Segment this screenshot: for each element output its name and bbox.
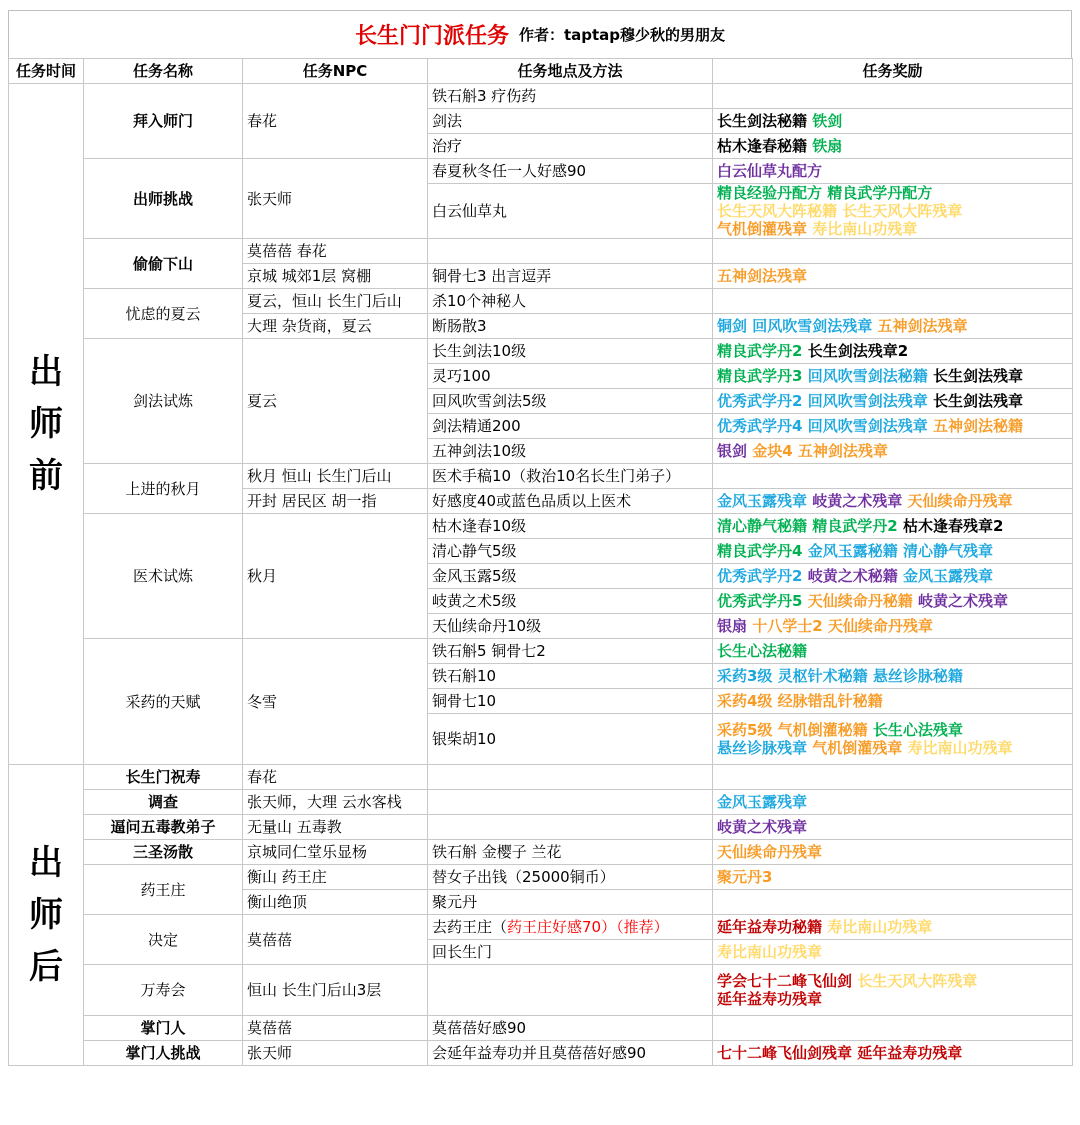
task-method: 铜骨七10 — [428, 689, 713, 714]
reward-item: 清心静气残章 — [902, 542, 993, 560]
reward-item: 优秀武学丹2 — [717, 392, 803, 410]
reward-item: 长生剑法残章2 — [807, 342, 909, 360]
table-row — [9, 765, 1073, 790]
task-name: 出师挑战 — [84, 159, 243, 239]
reward-item: 天仙续命丹残章 — [827, 617, 933, 635]
reward-line — [717, 202, 1068, 220]
header-npc: 任务NPC — [243, 59, 428, 84]
reward-item: 岐黄之术残章 — [812, 492, 903, 510]
reward-item: 经脉错乱针秘籍 — [777, 692, 883, 710]
task-method: 医术手稿10（救治10名长生门弟子） — [428, 464, 713, 489]
task-reward — [713, 109, 1073, 134]
task-reward — [713, 339, 1073, 364]
task-name: 拜入师门 — [84, 84, 243, 159]
reward-item: 悬丝诊脉残章 — [717, 739, 808, 757]
reward-line — [717, 267, 1068, 285]
task-reward — [713, 790, 1073, 815]
reward-item: 铁剑 — [812, 112, 843, 130]
table-row — [9, 639, 1073, 664]
task-npc: 衡山绝顶 — [243, 890, 428, 915]
task-method: 聚元丹 — [428, 890, 713, 915]
reward-item: 延年益寿功残章 — [857, 1044, 963, 1062]
task-npc: 夏云 — [243, 339, 428, 464]
task-method: 银柴胡10 — [428, 714, 713, 765]
reward-item: 优秀武学丹2 — [717, 567, 803, 585]
task-method: 剑法 — [428, 109, 713, 134]
title-row — [8, 10, 1072, 58]
task-reward — [713, 464, 1073, 489]
table-row — [9, 289, 1073, 314]
reward-item: 采药3级 — [717, 667, 773, 685]
reward-line — [717, 392, 1068, 410]
task-method — [428, 765, 713, 790]
header-time: 任务时间 — [9, 59, 84, 84]
task-reward — [713, 264, 1073, 289]
reward-item: 金块4 — [752, 442, 793, 460]
task-reward — [713, 1016, 1073, 1041]
reward-line — [717, 721, 1068, 739]
method-part: 药王庄好感70）（推荐） — [507, 918, 669, 936]
task-reward — [713, 514, 1073, 539]
task-method: 回风吹雪剑法5级 — [428, 389, 713, 414]
sheet-title: 长生门门派任务 — [354, 24, 509, 49]
reward-item: 七十二峰飞仙剑残章 — [717, 1044, 853, 1062]
reward-line — [717, 112, 1068, 130]
reward-item: 金风玉露残章 — [902, 567, 993, 585]
reward-item: 回风吹雪剑法秘籍 — [807, 367, 928, 385]
reward-item: 回风吹雪剑法残章 — [752, 317, 873, 335]
task-method: 替女子出钱（25000铜币） — [428, 865, 713, 890]
task-method — [428, 915, 713, 940]
reward-item: 清心静气秘籍 — [717, 517, 808, 535]
task-npc: 春花 — [243, 84, 428, 159]
task-method: 杀10个神秘人 — [428, 289, 713, 314]
reward-item: 采药4级 — [717, 692, 773, 710]
task-reward — [713, 539, 1073, 564]
task-npc: 衡山 药王庄 — [243, 865, 428, 890]
reward-line — [717, 342, 1068, 360]
reward-item: 延年益寿功残章 — [717, 990, 823, 1008]
table-row — [9, 790, 1073, 815]
task-method: 会延年益寿功并且莫蓓蓓好感90 — [428, 1041, 713, 1066]
period-cell: 出 师 后 — [9, 765, 84, 1066]
task-method: 五神剑法10级 — [428, 439, 713, 464]
task-method: 铁石斛5 铜骨七2 — [428, 639, 713, 664]
reward-item: 长生剑法秘籍 — [717, 112, 808, 130]
task-method: 莫蓓蓓好感90 — [428, 1016, 713, 1041]
reward-line — [717, 517, 1068, 535]
task-npc: 春花 — [243, 765, 428, 790]
task-reward — [713, 239, 1073, 264]
reward-item: 寿比南山功残章 — [717, 943, 823, 961]
reward-line — [717, 317, 1068, 335]
reward-line — [717, 442, 1068, 460]
reward-line — [717, 592, 1068, 610]
reward-item: 天仙续命丹残章 — [907, 492, 1013, 510]
task-reward — [713, 184, 1073, 239]
reward-item: 金风玉露秘籍 — [807, 542, 898, 560]
reward-line — [717, 692, 1068, 710]
table-row — [9, 865, 1073, 890]
task-reward — [713, 84, 1073, 109]
reward-item: 金风玉露残章 — [717, 492, 808, 510]
task-reward — [713, 364, 1073, 389]
task-method: 白云仙草丸 — [428, 184, 713, 239]
reward-item: 金风玉露残章 — [717, 793, 808, 811]
reward-item: 回风吹雪剑法残章 — [807, 392, 928, 410]
task-name: 剑法试炼 — [84, 339, 243, 464]
reward-item: 天仙续命丹残章 — [717, 843, 823, 861]
task-name: 长生门祝寿 — [84, 765, 243, 790]
task-reward — [713, 965, 1073, 1016]
reward-item: 五神剑法残章 — [877, 317, 968, 335]
task-method: 枯木逢春10级 — [428, 514, 713, 539]
header-method: 任务地点及方法 — [428, 59, 713, 84]
reward-item: 气机倒灌残章 — [812, 739, 903, 757]
table-row — [9, 84, 1073, 109]
task-name: 调查 — [84, 790, 243, 815]
reward-item: 灵枢针术秘籍 — [777, 667, 868, 685]
task-method: 铁石斛 金樱子 兰花 — [428, 840, 713, 865]
method-part: 去药王庄（ — [432, 918, 508, 936]
reward-item: 采药5级 — [717, 721, 773, 739]
reward-line — [717, 943, 1068, 961]
table-row — [9, 339, 1073, 364]
reward-line — [717, 567, 1068, 585]
reward-item: 银剑 — [717, 442, 748, 460]
task-method: 断肠散3 — [428, 314, 713, 339]
task-name: 逼问五毒教弟子 — [84, 815, 243, 840]
task-method: 长生剑法10级 — [428, 339, 713, 364]
table-row — [9, 840, 1073, 865]
table-row — [9, 159, 1073, 184]
reward-item: 回风吹雪剑法残章 — [807, 417, 928, 435]
task-npc: 张天师 — [243, 159, 428, 239]
task-name: 上进的秋月 — [84, 464, 243, 514]
reward-line — [717, 818, 1068, 836]
task-reward — [713, 134, 1073, 159]
reward-item: 长生天风大阵秘籍 — [717, 202, 838, 220]
task-name: 采药的天赋 — [84, 639, 243, 765]
task-name: 三圣汤散 — [84, 840, 243, 865]
reward-item: 聚元丹3 — [717, 868, 773, 886]
reward-line — [717, 417, 1068, 435]
reward-item: 寿比南山功残章 — [812, 220, 918, 238]
reward-item: 长生剑法残章 — [932, 392, 1023, 410]
task-reward — [713, 815, 1073, 840]
reward-item: 岐黄之术残章 — [717, 818, 808, 836]
task-rows — [9, 84, 1073, 1066]
reward-line — [717, 972, 1068, 990]
task-reward — [713, 765, 1073, 790]
task-method: 清心静气5级 — [428, 539, 713, 564]
task-reward — [713, 289, 1073, 314]
table-row — [9, 965, 1073, 1016]
task-method: 春夏秋冬任一人好感90 — [428, 159, 713, 184]
header-name: 任务名称 — [84, 59, 243, 84]
task-reward — [713, 714, 1073, 765]
reward-item: 优秀武学丹5 — [717, 592, 803, 610]
task-reward — [713, 689, 1073, 714]
reward-line — [717, 739, 1068, 757]
task-method — [428, 790, 713, 815]
reward-item: 精良武学丹4 — [717, 542, 803, 560]
reward-line — [717, 793, 1068, 811]
task-method: 好感度40或蓝色品质以上医术 — [428, 489, 713, 514]
task-npc: 大理 杂货商，夏云 — [243, 314, 428, 339]
task-npc: 秋月 — [243, 514, 428, 639]
task-name: 掌门人挑战 — [84, 1041, 243, 1066]
task-sheet — [8, 10, 1072, 1066]
reward-line — [717, 918, 1068, 936]
reward-line — [717, 1044, 1068, 1062]
task-npc: 无量山 五毒教 — [243, 815, 428, 840]
task-method: 铁石斛3 疗伤药 — [428, 84, 713, 109]
task-reward — [713, 489, 1073, 514]
task-method — [428, 815, 713, 840]
reward-line — [717, 367, 1068, 385]
task-reward — [713, 915, 1073, 940]
task-reward — [713, 414, 1073, 439]
task-reward — [713, 389, 1073, 414]
task-reward — [713, 639, 1073, 664]
task-method: 灵巧100 — [428, 364, 713, 389]
task-method: 金风玉露5级 — [428, 564, 713, 589]
task-npc: 冬雪 — [243, 639, 428, 765]
reward-item: 精良经验丹配方 — [717, 184, 823, 202]
reward-item: 银扇 — [717, 617, 748, 635]
table-row — [9, 1016, 1073, 1041]
task-reward — [713, 589, 1073, 614]
reward-item: 十八学士2 — [752, 617, 823, 635]
reward-item: 气机倒灌残章 — [717, 220, 808, 238]
reward-item: 精良武学丹2 — [717, 342, 803, 360]
task-name: 掌门人 — [84, 1016, 243, 1041]
table-row — [9, 514, 1073, 539]
reward-item: 精良武学丹配方 — [827, 184, 933, 202]
reward-item: 长生心法秘籍 — [717, 642, 808, 660]
header-row — [9, 59, 1073, 84]
task-reward — [713, 940, 1073, 965]
reward-item: 五神剑法秘籍 — [932, 417, 1023, 435]
reward-item: 寿比南山功残章 — [827, 918, 933, 936]
reward-line — [717, 542, 1068, 560]
reward-item: 铁扇 — [812, 137, 843, 155]
reward-item: 延年益寿功秘籍 — [717, 918, 823, 936]
task-name: 忧虑的夏云 — [84, 289, 243, 339]
task-reward — [713, 664, 1073, 689]
task-method: 铁石斛10 — [428, 664, 713, 689]
reward-line — [717, 220, 1068, 238]
reward-line — [717, 868, 1068, 886]
task-npc: 张天师，大理 云水客栈 — [243, 790, 428, 815]
task-name: 药王庄 — [84, 865, 243, 915]
task-reward — [713, 614, 1073, 639]
table-row — [9, 815, 1073, 840]
reward-item: 寿比南山功残章 — [907, 739, 1013, 757]
reward-item: 五神剑法残章 — [717, 267, 808, 285]
task-method: 治疗 — [428, 134, 713, 159]
task-npc: 秋月 恒山 长生门后山 — [243, 464, 428, 489]
reward-line — [717, 617, 1068, 635]
task-npc: 莫蓓蓓 — [243, 1016, 428, 1041]
reward-item: 学会七十二峰飞仙剑 — [717, 972, 853, 990]
reward-line — [717, 667, 1068, 685]
task-reward — [713, 564, 1073, 589]
reward-item: 白云仙草丸配方 — [717, 162, 823, 180]
task-name: 偷偷下山 — [84, 239, 243, 289]
sheet-author: 作者：taptap穆少秋的男朋友 — [518, 26, 726, 44]
task-name: 万寿会 — [84, 965, 243, 1016]
task-method — [428, 239, 713, 264]
task-method — [428, 965, 713, 1016]
reward-line — [717, 184, 1068, 202]
reward-item: 天仙续命丹秘籍 — [807, 592, 913, 610]
task-npc: 京城同仁堂乐显杨 — [243, 840, 428, 865]
reward-item: 优秀武学丹4 — [717, 417, 803, 435]
task-method: 天仙续命丹10级 — [428, 614, 713, 639]
reward-item: 枯木逢春残章2 — [902, 517, 1004, 535]
reward-item: 岐黄之术残章 — [917, 592, 1008, 610]
task-npc: 张天师 — [243, 1041, 428, 1066]
task-table — [8, 58, 1073, 1066]
reward-line — [717, 492, 1068, 510]
task-reward — [713, 890, 1073, 915]
header-reward: 任务奖励 — [713, 59, 1073, 84]
task-npc: 京城 城郊1层 窝棚 — [243, 264, 428, 289]
task-method: 回长生门 — [428, 940, 713, 965]
reward-item: 长生天风大阵残章 — [842, 202, 963, 220]
reward-line — [717, 990, 1068, 1008]
task-npc: 莫蓓蓓 春花 — [243, 239, 428, 264]
reward-line — [717, 162, 1068, 180]
period-cell: 出 师 前 — [9, 84, 84, 765]
task-reward — [713, 840, 1073, 865]
reward-item: 长生心法残章 — [872, 721, 963, 739]
task-reward — [713, 314, 1073, 339]
reward-item: 长生天风大阵残章 — [857, 972, 978, 990]
task-npc: 莫蓓蓓 — [243, 915, 428, 965]
table-row — [9, 915, 1073, 940]
table-row — [9, 1041, 1073, 1066]
task-reward — [713, 159, 1073, 184]
reward-item: 枯木逢春秘籍 — [717, 137, 808, 155]
reward-item: 长生剑法残章 — [932, 367, 1023, 385]
task-name: 决定 — [84, 915, 243, 965]
reward-line — [717, 642, 1068, 660]
reward-item: 五神剑法残章 — [797, 442, 888, 460]
task-method: 剑法精通200 — [428, 414, 713, 439]
task-reward — [713, 1041, 1073, 1066]
reward-line — [717, 843, 1068, 861]
task-npc: 恒山 长生门后山3层 — [243, 965, 428, 1016]
task-method: 铜骨七3 出言逗弄 — [428, 264, 713, 289]
reward-item: 精良武学丹2 — [812, 517, 898, 535]
reward-item: 岐黄之术秘籍 — [807, 567, 898, 585]
reward-item: 气机倒灌秘籍 — [777, 721, 868, 739]
task-method: 岐黄之术5级 — [428, 589, 713, 614]
task-reward — [713, 865, 1073, 890]
task-reward — [713, 439, 1073, 464]
reward-item: 精良武学丹3 — [717, 367, 803, 385]
reward-item: 铜剑 — [717, 317, 748, 335]
task-npc: 夏云，恒山 长生门后山 — [243, 289, 428, 314]
table-row — [9, 239, 1073, 264]
task-name: 医术试炼 — [84, 514, 243, 639]
task-npc: 开封 居民区 胡一指 — [243, 489, 428, 514]
reward-item: 悬丝诊脉秘籍 — [872, 667, 963, 685]
table-row — [9, 464, 1073, 489]
reward-line — [717, 137, 1068, 155]
